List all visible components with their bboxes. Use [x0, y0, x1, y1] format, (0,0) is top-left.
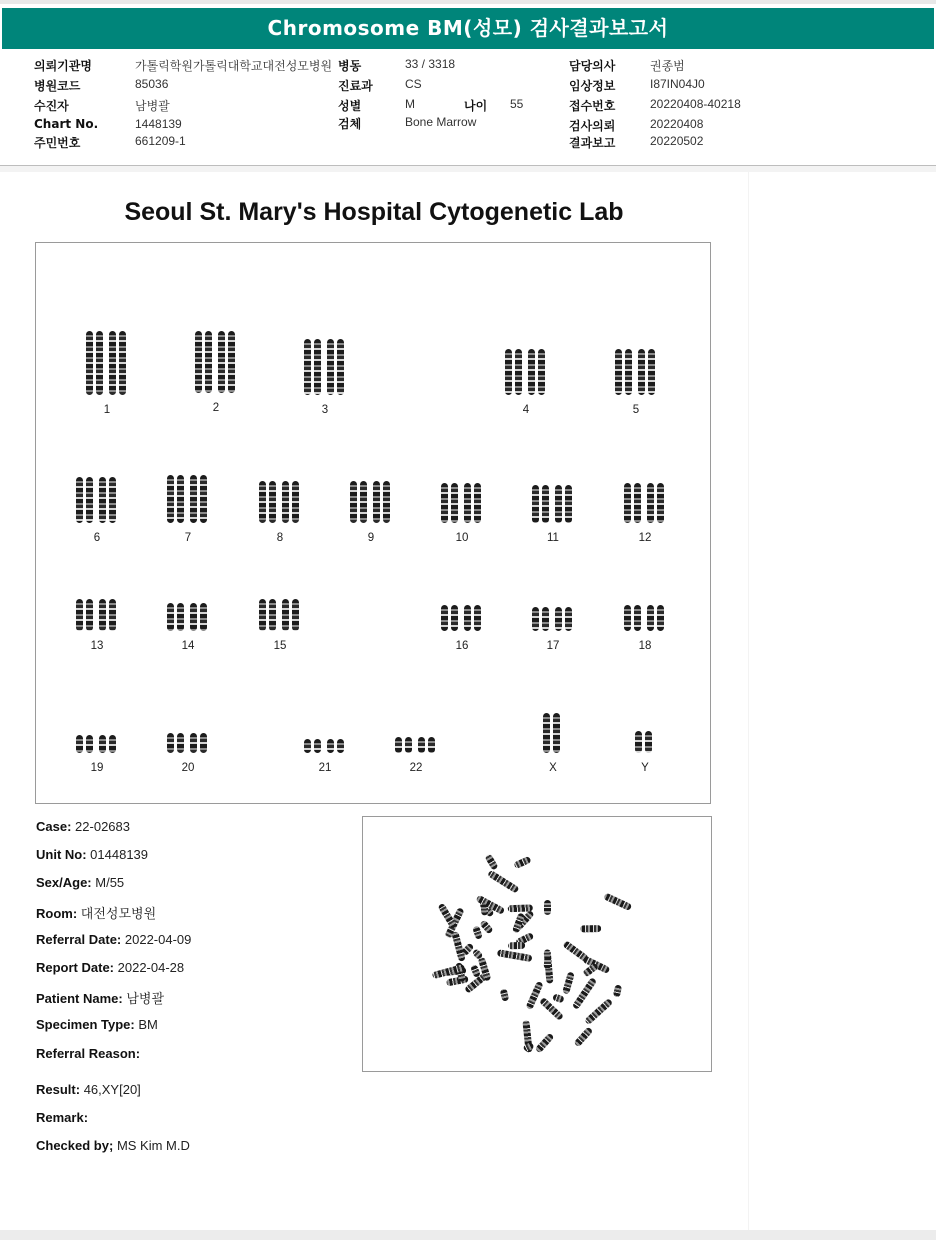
- chromatid: [451, 605, 458, 631]
- chromatid: [200, 733, 207, 753]
- chromatid: [464, 483, 471, 523]
- chromatid: [528, 349, 535, 395]
- chromatid: [119, 331, 126, 395]
- chromosome-label: Y: [641, 762, 649, 774]
- chromatid: [190, 733, 197, 753]
- spread-chromosome: [487, 870, 519, 894]
- chromosome-8: [260, 481, 300, 544]
- chromosome-19: [77, 735, 117, 774]
- chromatid: [86, 599, 93, 631]
- chromosome-x: [533, 713, 573, 774]
- chromosome-label: 22: [409, 762, 423, 774]
- spread-chromosome: [572, 977, 597, 1010]
- result-line: [36, 1082, 141, 1097]
- report-label: 결과보고: [569, 136, 616, 150]
- chromatid: [167, 603, 174, 631]
- chromosome-20: [168, 733, 208, 774]
- chromatid: [648, 349, 655, 395]
- chromatid: [200, 603, 207, 631]
- chromatid: [259, 481, 266, 523]
- request-value: 20220408: [650, 117, 704, 131]
- spread-chromosome: [508, 904, 533, 912]
- receipt-label: 접수번호: [569, 99, 616, 113]
- checked-value: MS Kim M.D: [116, 1138, 190, 1153]
- chromatid: [76, 477, 83, 523]
- spread-chromosome: [544, 956, 552, 969]
- right-margin: [749, 172, 936, 1230]
- chromatid: [200, 475, 207, 523]
- chromatid: [634, 483, 641, 523]
- room-label: Room:: [36, 906, 78, 921]
- chromosome-22: [396, 737, 436, 774]
- spread-chromosome: [603, 892, 633, 911]
- chromosome-pair: [532, 607, 575, 631]
- chromatid: [195, 331, 202, 393]
- sex-label: 성별: [338, 99, 362, 113]
- chromosome-pair: [259, 599, 302, 631]
- chromatid: [625, 349, 632, 395]
- chromatid: [474, 605, 481, 631]
- patient-value: 남병괄: [135, 99, 170, 113]
- chromosome-pair: [259, 481, 302, 523]
- chromosome-17: [533, 607, 573, 652]
- chromosome-pair: [543, 713, 563, 753]
- unit-label: Unit No:: [36, 847, 87, 862]
- chromatid: [96, 331, 103, 395]
- chromatid: [538, 349, 545, 395]
- chromosome-label: 8: [276, 532, 284, 544]
- chromatid: [360, 481, 367, 523]
- resident-value: 661209-1: [135, 134, 186, 148]
- chart-value: 1448139: [135, 117, 182, 131]
- spread-chromosome: [500, 988, 510, 1001]
- chromatid: [647, 483, 654, 523]
- chromatid: [555, 485, 562, 523]
- chromosome-14: [168, 603, 208, 652]
- specimen-label: 검체: [338, 117, 362, 131]
- chromosome-label: 14: [181, 640, 195, 652]
- chromatid: [635, 731, 642, 753]
- chromatid: [292, 481, 299, 523]
- clinical-label: 임상정보: [569, 79, 616, 93]
- chromosome-pair: [615, 349, 658, 395]
- chromatid: [634, 605, 641, 631]
- chromatid: [553, 713, 560, 753]
- chromatid: [109, 735, 116, 753]
- chromosome-18: [625, 605, 665, 652]
- chromatid: [190, 475, 197, 523]
- patient-name-label: Patient Name:: [36, 991, 123, 1006]
- sex-value: M: [405, 97, 415, 111]
- spread-chromosome: [544, 900, 551, 914]
- chromosome-pair: [624, 483, 667, 523]
- chromatid: [304, 739, 311, 753]
- chromosome-pair: [350, 481, 393, 523]
- chromosome-pair: [395, 737, 438, 753]
- chromatid: [314, 339, 321, 395]
- chromatid: [624, 483, 631, 523]
- chromatid: [99, 477, 106, 523]
- chromatid: [314, 739, 321, 753]
- report-date-line: [36, 960, 184, 975]
- chromatid: [638, 349, 645, 395]
- chromatid: [109, 599, 116, 631]
- chromatid: [565, 485, 572, 523]
- case-line: [36, 819, 130, 834]
- chromatid: [86, 331, 93, 395]
- spread-chromosome: [472, 926, 483, 941]
- chromatid: [615, 349, 622, 395]
- case-label: Case:: [36, 819, 72, 834]
- karyotype-image: [35, 242, 711, 804]
- chromatid: [337, 339, 344, 395]
- chromosome-pair: [624, 605, 667, 631]
- spread-chromosome: [514, 856, 532, 870]
- chromosome-label: 1: [103, 404, 111, 416]
- hospcode-label: 병원코드: [34, 79, 81, 93]
- chromatid: [418, 737, 425, 753]
- chromosome-12: [625, 483, 665, 544]
- chromatid: [441, 483, 448, 523]
- chromosome-pair: [167, 603, 210, 631]
- spread-chromosome: [481, 903, 488, 916]
- room-line: [36, 903, 156, 922]
- sexage-value: M/55: [95, 875, 125, 890]
- institution-label: 의뢰기관명: [34, 59, 92, 73]
- chromosome-label: 10: [455, 532, 469, 544]
- doctor-label: 담당의사: [569, 59, 616, 73]
- chromosome-5: [616, 349, 656, 416]
- chromosome-label: 19: [90, 762, 104, 774]
- chromatid: [76, 735, 83, 753]
- chromatid: [337, 739, 344, 753]
- chromosome-pair: [505, 349, 548, 395]
- chromosome-pair: [195, 331, 238, 393]
- checked-label: Checked by;: [36, 1138, 114, 1153]
- chromosome-9: [351, 481, 391, 544]
- chromatid: [373, 481, 380, 523]
- chromosome-1: [87, 331, 127, 416]
- spread-chromosome: [484, 854, 498, 871]
- chromatid: [177, 475, 184, 523]
- chromatid: [327, 739, 334, 753]
- chromatid: [350, 481, 357, 523]
- referral-date-label: Referral Date:: [36, 932, 122, 947]
- chromosome-label: 12: [638, 532, 652, 544]
- report-title: Chromosome BM(성모) 검사결과보고서: [2, 8, 934, 49]
- chromatid: [304, 339, 311, 395]
- chromatid: [657, 483, 664, 523]
- chromatid: [657, 605, 664, 631]
- clinical-value: I87IN04J0: [650, 77, 705, 91]
- chromosome-label: 20: [181, 762, 195, 774]
- report-header: [0, 4, 936, 166]
- ward-label: 병동: [338, 59, 362, 73]
- chromatid: [109, 477, 116, 523]
- chromatid: [515, 349, 522, 395]
- patient-name-value: 남병괄: [126, 991, 165, 1006]
- chromosome-label: 17: [546, 640, 560, 652]
- chromatid: [565, 607, 572, 631]
- chromatid: [464, 605, 471, 631]
- chromatid: [645, 731, 652, 753]
- chromatid: [177, 733, 184, 753]
- spread-chromosome: [562, 971, 575, 994]
- chromosome-label: 6: [93, 532, 101, 544]
- chromosome-21: [305, 739, 345, 774]
- spread-chromosome: [613, 984, 622, 997]
- chromosome-label: 3: [321, 404, 329, 416]
- dept-label: 진료과: [338, 79, 373, 93]
- referral-date-value: 2022-04-09: [124, 932, 192, 947]
- result-value: 46,XY[20]: [83, 1082, 141, 1097]
- chromatid: [405, 737, 412, 753]
- resident-label: 주민번호: [34, 136, 81, 150]
- chromosome-pair: [635, 731, 655, 753]
- spread-chromosome: [580, 925, 602, 932]
- case-value: 22-02683: [75, 819, 130, 834]
- chromatid: [259, 599, 266, 631]
- lab-title: Seoul St. Mary's Hospital Cytogenetic Lab: [124, 198, 624, 226]
- chromosome-6: [77, 477, 117, 544]
- chromosome-label: 15: [273, 640, 287, 652]
- bottom-border: [0, 1230, 936, 1240]
- spread-chromosome: [525, 981, 543, 1011]
- chromosome-4: [506, 349, 546, 416]
- chromosome-label: 16: [455, 640, 469, 652]
- ward-value: 33 / 3318: [405, 57, 456, 71]
- chromosome-pair: [167, 733, 210, 753]
- chromatid: [532, 607, 539, 631]
- chromosome-13: [77, 599, 117, 652]
- chromatid: [282, 481, 289, 523]
- spread-chromosome: [553, 993, 565, 1003]
- referral-reason-line: [36, 1046, 140, 1061]
- chromatid: [269, 599, 276, 631]
- chromatid: [269, 481, 276, 523]
- age-value: 55: [510, 97, 524, 111]
- sexage-line: [36, 875, 124, 890]
- specimen-type-line: [36, 1017, 158, 1032]
- chromosome-label: 5: [632, 404, 640, 416]
- chromatid: [292, 599, 299, 631]
- chromatid: [205, 331, 212, 393]
- chromosome-pair: [76, 477, 119, 523]
- remark-label: Remark:: [36, 1110, 89, 1125]
- request-label: 검사의뢰: [569, 119, 616, 133]
- chromosome-pair: [76, 735, 119, 753]
- remark-line: [36, 1110, 88, 1125]
- institution-value: 가톨릭학원가톨릭대학교대전성모병원: [135, 59, 333, 73]
- referral-reason-label: Referral Reason:: [36, 1046, 141, 1061]
- chromosome-label: 2: [212, 402, 220, 414]
- chromosome-label: 9: [367, 532, 375, 544]
- chromatid: [218, 331, 225, 393]
- hospcode-value: 85036: [135, 77, 169, 91]
- spread-chromosome: [574, 1026, 594, 1047]
- chromosome-16: [442, 605, 482, 652]
- chromosome-y: [625, 731, 665, 774]
- unit-line: [36, 847, 148, 862]
- chromatid: [99, 735, 106, 753]
- spread-chromosome: [535, 1033, 555, 1054]
- receipt-value: 20220408-40218: [650, 97, 741, 111]
- referral-date-line: [36, 932, 191, 947]
- chromatid: [505, 349, 512, 395]
- chromosome-label: 7: [184, 532, 192, 544]
- chromatid: [441, 605, 448, 631]
- chromatid: [542, 485, 549, 523]
- result-label: Result:: [36, 1082, 81, 1097]
- spread-chromosome: [584, 997, 613, 1024]
- chromosome-10: [442, 483, 482, 544]
- chromatid: [428, 737, 435, 753]
- chromosome-pair: [167, 475, 210, 523]
- age-label: 나이: [464, 99, 488, 113]
- room-value: 대전성모병원: [80, 906, 157, 921]
- chromatid: [228, 331, 235, 393]
- chromatid: [543, 713, 550, 753]
- chromatid: [86, 735, 93, 753]
- doctor-value: 권종범: [650, 59, 685, 73]
- chromosome-pair: [441, 483, 484, 523]
- chromosome-3: [305, 339, 345, 416]
- chromatid: [86, 477, 93, 523]
- chromatid: [395, 737, 402, 753]
- chromosome-7: [168, 475, 208, 544]
- patient-name-line: [36, 988, 164, 1007]
- chromosome-label: 13: [90, 640, 104, 652]
- chromosome-label: 18: [638, 640, 652, 652]
- chromosome-pair: [532, 485, 575, 523]
- chromosome-15: [260, 599, 300, 652]
- chromatid: [99, 599, 106, 631]
- report-date-value: 2022-04-28: [117, 960, 185, 975]
- metaphase-spread-image: [362, 816, 712, 1072]
- chromatid: [383, 481, 390, 523]
- chromosome-pair: [86, 331, 129, 395]
- chart-label: Chart No.: [34, 117, 99, 131]
- report-date-label: Report Date:: [36, 960, 115, 975]
- chromatid: [76, 599, 83, 631]
- chromatid: [190, 603, 197, 631]
- checked-line: [36, 1138, 190, 1153]
- unit-value: 01448139: [90, 847, 149, 862]
- patient-label: 수진자: [34, 99, 69, 113]
- chromatid: [555, 607, 562, 631]
- chromatid: [624, 605, 631, 631]
- spread-chromosome: [582, 962, 599, 977]
- chromosome-pair: [304, 739, 347, 753]
- chromatid: [451, 483, 458, 523]
- chromatid: [327, 339, 334, 395]
- spread-chromosome: [508, 942, 525, 950]
- chromosome-2: [196, 331, 236, 414]
- dept-value: CS: [405, 77, 422, 91]
- chromosome-label: 11: [547, 532, 559, 544]
- sexage-label: Sex/Age:: [36, 875, 92, 890]
- chromosome-pair: [304, 339, 347, 395]
- chromosome-label: X: [549, 762, 557, 774]
- chromatid: [167, 733, 174, 753]
- chromosome-11: [533, 485, 573, 544]
- chromosome-pair: [441, 605, 484, 631]
- chromatid: [167, 475, 174, 523]
- specimen-type-value: BM: [138, 1017, 158, 1032]
- spread-chromosome: [562, 940, 589, 962]
- chromosome-pair: [76, 599, 119, 631]
- spread-chromosome: [496, 949, 532, 962]
- report-value: 20220502: [650, 134, 704, 148]
- chromosome-label: 4: [522, 404, 530, 416]
- specimen-value: Bone Marrow: [405, 115, 477, 129]
- chromatid: [542, 607, 549, 631]
- chromatid: [532, 485, 539, 523]
- chromatid: [282, 599, 289, 631]
- chromatid: [474, 483, 481, 523]
- chromatid: [647, 605, 654, 631]
- chromosome-label: 21: [318, 762, 332, 774]
- chromatid: [177, 603, 184, 631]
- chromatid: [109, 331, 116, 395]
- specimen-type-label: Specimen Type:: [36, 1017, 135, 1032]
